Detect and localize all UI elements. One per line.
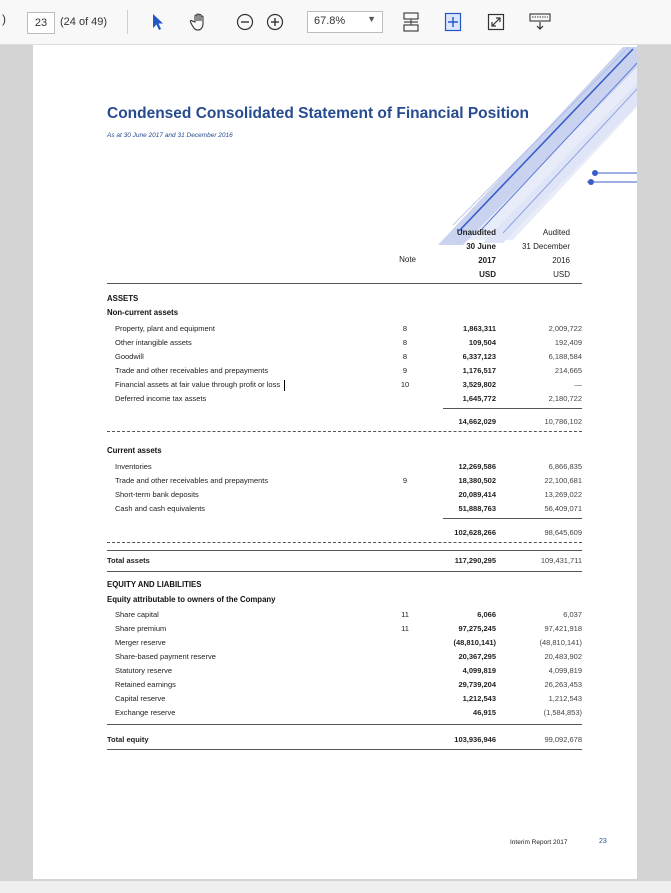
row-value-2016: 6,037 — [563, 610, 582, 619]
row-value-2017: 4,099,819 — [462, 666, 496, 675]
row-label: Inventories — [115, 462, 152, 471]
table-row — [107, 694, 582, 708]
chevron-down-icon: ▼ — [367, 14, 376, 24]
row-note: 8 — [402, 338, 408, 347]
toolbar-divider — [127, 10, 128, 34]
row-value-2016: 1,212,543 — [548, 694, 582, 703]
page-number-input[interactable]: 23 — [27, 12, 55, 34]
table-row — [107, 624, 582, 638]
row-label: Cash and cash equivalents — [115, 504, 206, 513]
row-label: Total equity — [107, 735, 149, 744]
col1-header-3: 2017 — [478, 256, 496, 265]
table-row — [107, 638, 582, 652]
table-row — [107, 490, 582, 504]
row-value-2017: 12,269,586 — [458, 462, 496, 471]
arrow-pointer-icon — [151, 13, 165, 31]
fit-width-button[interactable] — [399, 0, 423, 44]
zoom-out-icon — [236, 13, 254, 31]
hand-icon — [189, 12, 209, 32]
subtotal-row — [107, 417, 582, 431]
table-row — [107, 380, 582, 394]
row-value-2016: 214,665 — [554, 366, 582, 375]
row-note: 9 — [402, 366, 408, 375]
row-value-2017: 6,337,123 — [462, 352, 496, 361]
total-rule — [107, 571, 582, 572]
note-column-header: Note — [399, 255, 416, 264]
row-value-2017: 117,290,295 — [454, 556, 496, 565]
table-row — [107, 666, 582, 680]
text-cursor — [284, 380, 285, 391]
row-value-2016: (48,810,141) — [539, 638, 582, 647]
table-row — [107, 476, 582, 490]
hand-tool-button[interactable] — [186, 0, 212, 44]
row-value-2016: 13,269,022 — [544, 490, 582, 499]
table-row — [107, 504, 582, 518]
row-label: Financial assets at fair value through profit or loss — [115, 380, 281, 389]
toolbar — [0, 0, 671, 45]
table-row — [107, 610, 582, 624]
row-value-2017: 1,863,311 — [463, 324, 496, 333]
subtotal-rule — [443, 518, 582, 519]
subtotal-2017: 102,628,266 — [454, 528, 496, 537]
subtotal-2016: 98,645,609 — [544, 528, 582, 537]
row-label: Statutory reserve — [115, 666, 173, 675]
table-row — [107, 462, 582, 476]
row-label: Trade and other receivables and prepayments — [115, 476, 269, 485]
zoom-value: 67.8% — [314, 15, 346, 27]
row-note: 8 — [402, 324, 408, 333]
row-value-2017: 1,176,517 — [462, 366, 496, 375]
col1-header-4: USD — [479, 270, 496, 279]
table-row — [107, 324, 582, 338]
row-value-2017: 18,380,502 — [458, 476, 496, 485]
full-screen-icon — [487, 13, 505, 31]
select-tool-button[interactable] — [147, 0, 169, 44]
row-value-2017: 6,066 — [477, 610, 496, 619]
row-value-2016: 20,483,902 — [544, 652, 582, 661]
non-current-heading: Non-current assets — [107, 308, 179, 317]
subtotal-2016: 10,786,102 — [544, 417, 582, 426]
page-count: (24 of 49) — [60, 16, 108, 28]
page-rotate-icon — [444, 12, 462, 32]
total-rule — [107, 724, 582, 725]
row-label: Other intangible assets — [115, 338, 192, 347]
full-screen-button[interactable] — [484, 0, 508, 44]
row-note: 9 — [402, 476, 408, 485]
table-row — [107, 394, 582, 408]
row-label: Share premium — [115, 624, 167, 633]
row-value-2016: 6,188,584 — [548, 352, 582, 361]
row-value-2016: 192,409 — [554, 338, 582, 347]
row-value-2017: 1,212,543 — [462, 694, 496, 703]
row-value-2016: 56,409,071 — [544, 504, 582, 513]
row-label: Goodwill — [115, 352, 144, 361]
page-title: Condensed Consolidated Statement of Financial Position — [107, 105, 529, 122]
col1-header-1: Unaudited — [456, 228, 496, 237]
col2-header-3: 2016 — [552, 256, 570, 265]
row-value-2016: 2,180,722 — [548, 394, 582, 403]
row-value-2016: 97,421,918 — [544, 624, 582, 633]
zoom-in-icon — [266, 13, 284, 31]
table-row — [107, 338, 582, 352]
row-value-2016: 99,092,678 — [544, 735, 582, 744]
equity-sub-heading: Equity attributable to owners of the Company — [107, 595, 276, 604]
row-value-2017: 1,645,772 — [462, 394, 496, 403]
subtotal-row — [107, 528, 582, 542]
table-row — [107, 680, 582, 694]
page-subtitle: As at 30 June 2017 and 31 December 2016 — [107, 132, 233, 139]
row-label: Share-based payment reserve — [115, 652, 216, 661]
total-rule — [107, 550, 582, 551]
section-divider — [107, 542, 582, 543]
row-label: Exchange reserve — [115, 708, 176, 717]
subtotal-2017: 14,662,029 — [458, 417, 496, 426]
row-label: Capital reserve — [115, 694, 166, 703]
row-value-2017: 51,888,763 — [458, 504, 496, 513]
row-value-2016: 6,866,835 — [548, 462, 582, 471]
footer-report-name: Interim Report 2017 — [510, 839, 568, 846]
sidebar-toggle-icon[interactable]: ) — [2, 12, 6, 26]
row-label: Retained earnings — [115, 680, 176, 689]
row-value-2017: 3,529,802 — [462, 380, 496, 389]
col2-header-2: 31 December — [521, 242, 570, 251]
row-note: 11 — [401, 610, 409, 619]
footer-page-number: 23 — [599, 838, 607, 845]
equity-heading: EQUITY AND LIABILITIES — [107, 580, 202, 589]
row-value-2016: 109,431,711 — [540, 556, 582, 565]
total-rule — [107, 749, 582, 750]
row-value-2017: 29,739,204 — [458, 680, 496, 689]
row-label: Short-term bank deposits — [115, 490, 199, 499]
table-row — [107, 366, 582, 380]
row-value-2017: (48,810,141) — [453, 638, 496, 647]
table-row — [107, 352, 582, 366]
header-rule — [107, 283, 582, 284]
total-equity-row — [107, 735, 582, 749]
row-value-2017: 46,915 — [473, 708, 496, 717]
row-value-2017: 20,367,295 — [458, 652, 496, 661]
table-row — [107, 708, 582, 722]
col1-header-2: 30 June — [466, 242, 496, 251]
rotate-button[interactable] — [441, 0, 465, 44]
horizontal-scrollbar[interactable] — [0, 881, 671, 893]
download-icon — [529, 13, 551, 31]
row-note: 8 — [402, 352, 408, 361]
zoom-out-button[interactable] — [234, 0, 256, 44]
row-label: Total assets — [107, 556, 150, 565]
download-button[interactable] — [527, 0, 553, 44]
row-value-2016: (1,584,853) — [543, 708, 582, 717]
assets-heading: ASSETS — [107, 294, 139, 303]
row-value-2017: 97,275,245 — [458, 624, 496, 633]
zoom-select[interactable] — [307, 11, 383, 33]
row-value-2016: 26,263,453 — [544, 680, 582, 689]
row-label: Trade and other receivables and prepayments — [115, 366, 269, 375]
row-value-2017: 103,936,946 — [454, 735, 496, 744]
row-value-2016: — — [574, 380, 582, 389]
col2-header-4: USD — [553, 270, 570, 279]
row-label: Merger reserve — [115, 638, 166, 647]
current-heading: Current assets — [107, 446, 162, 455]
row-note: 11 — [401, 624, 409, 633]
row-note: 10 — [400, 380, 410, 389]
row-value-2017: 20,089,414 — [458, 490, 496, 499]
document-page — [33, 45, 637, 879]
row-value-2016: 4,099,819 — [548, 666, 582, 675]
col2-header-1: Audited — [542, 228, 570, 237]
row-label: Deferred income tax assets — [115, 394, 207, 403]
zoom-in-button[interactable] — [264, 0, 286, 44]
subtotal-rule — [443, 408, 582, 409]
row-value-2016: 22,100,681 — [544, 476, 582, 485]
total-assets-row — [107, 556, 582, 570]
fit-page-icon — [402, 12, 420, 32]
row-value-2017: 109,504 — [468, 338, 496, 347]
row-value-2016: 2,009,722 — [548, 324, 582, 333]
row-label: Share capital — [115, 610, 159, 619]
row-label: Property, plant and equipment — [115, 324, 215, 333]
section-divider — [107, 431, 582, 432]
table-row — [107, 652, 582, 666]
